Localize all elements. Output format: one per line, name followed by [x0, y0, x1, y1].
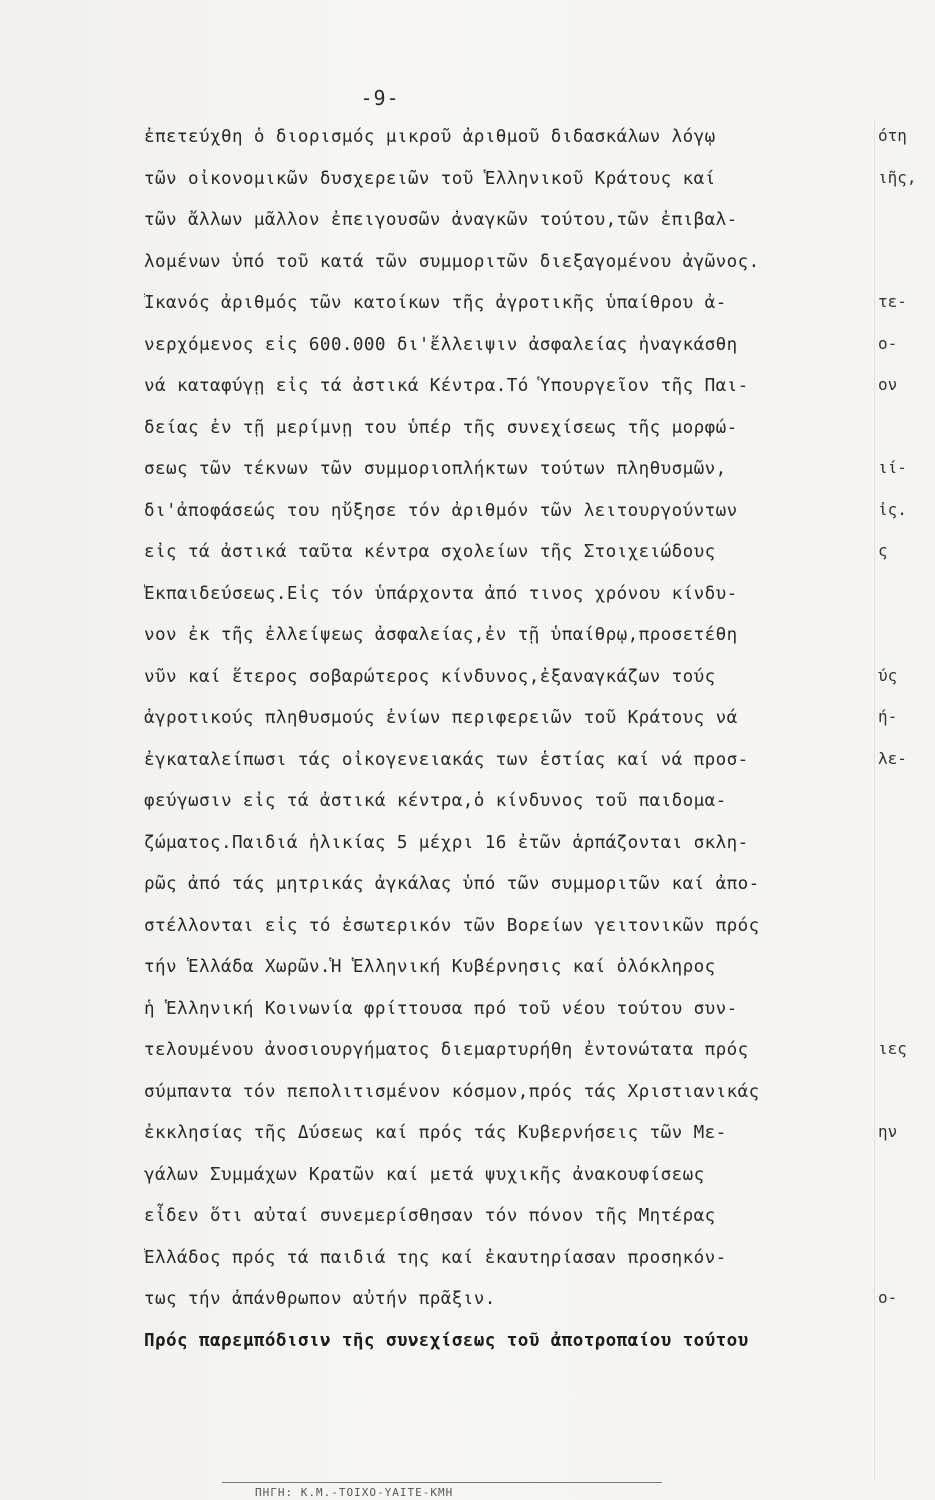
- text-line: ζώματος.Παιδιά ἡλικίας 5 μέχρι 16 ἐτῶν ἁρπάζονται σκλη-: [144, 832, 749, 853]
- footer-rule: [222, 1482, 662, 1483]
- margin-fragment: ιί-: [878, 458, 907, 477]
- margin-fragment: ο-: [878, 1288, 898, 1307]
- margin-fragment: ο-: [878, 333, 898, 353]
- text-line: ἐπετεύχθη ὁ διορισμός μικροῦ ἀριθμοῦ διδασκάλων λόγῳ: [144, 127, 716, 147]
- margin-fragment: ότη: [878, 126, 907, 145]
- text-line: δι'ἀποφάσεώς του ηὔξησε τόν ἀριθμόν τῶν λειτουργούντων: [144, 500, 738, 521]
- text-line: εἶδεν ὅτι αὐταί συνεμερίσθησαν τόν πόνον τῆς Μητέρας: [144, 1206, 716, 1226]
- margin-fragment: ιες: [878, 1039, 907, 1058]
- footer-archive-stamp: ΠΗΓΗ: Κ.Μ.-ΤΟΙΧΟ-ΥΑΙΤΕ-ΚΜΗ: [255, 1486, 454, 1499]
- text-line: νῦν καί ἕτερος σοβαρώτερος κίνδυνος,ἐξαναγκάζων τούς: [144, 666, 716, 687]
- margin-fragment: τε-: [878, 292, 907, 311]
- text-line: φεύγωσιν εἰς τά ἀστικά κέντρα,ὁ κίνδυνος τοῦ παιδομα-: [144, 791, 727, 811]
- text-line: νερχόμενος εἰς 600.000 δι'ἔλλειψιν ἀσφαλείας ἠναγκάσθη: [144, 334, 738, 355]
- text-line: στέλλονται εἰς τό ἐσωτερικόν τῶν Βορείων γειτονικῶν πρός: [144, 915, 760, 936]
- text-line: γάλων Συμμάχων Κρατῶν καί μετά ψυχικῆς ἀνακουφίσεως: [144, 1164, 705, 1185]
- text-line: Ἐκπαιδεύσεως.Εἰς τόν ὑπάρχοντα ἀπό τινος χρόνου κίνδυ-: [144, 583, 738, 604]
- margin-fragment: λε-: [878, 748, 907, 768]
- text-line: Ἱκανός ἀριθμός τῶν κατοίκων τῆς ἀγροτικῆς ὑπαίθρου ἀ-: [144, 293, 727, 313]
- margin-fragment: ιῆς,: [878, 167, 917, 187]
- margin-fragment: ον: [878, 375, 898, 394]
- margin-fragment: ς: [878, 541, 888, 560]
- margin-fragment: ή-: [878, 707, 898, 726]
- text-line: τήν Ἑλλάδα Χωρῶν.Ἡ Ἑλληνική Κυβέρνησις καί ὁλόκληρος: [144, 957, 716, 977]
- text-line: νά καταφύγῃ εἰς τά ἀστικά Κέντρα.Τό Ὑπουργεῖον τῆς Παι-: [144, 376, 749, 396]
- text-line: ἐγκαταλείπωσι τάς οἰκογενειακάς των ἑστίας καί νά προσ-: [144, 749, 749, 770]
- page-number: -9-: [360, 86, 400, 110]
- text-line: ἐκκλησίας τῆς Δύσεως καί πρός τάς Κυβερνήσεις τῶν Με-: [144, 1123, 727, 1143]
- text-line: Πρός παρεμπόδισιν τῆς συνεχίσεως τοῦ ἀποτροπαίου τούτου: [144, 1330, 749, 1351]
- body-text: [144, 122, 884, 1367]
- text-line: τως τήν ἀπάνθρωπον αὐτήν πρᾶξιν.: [144, 1289, 496, 1309]
- text-line: δείας ἐν τῇ μερίμνῃ του ὑπέρ τῆς συνεχίσεως τῆς μορφώ-: [144, 417, 738, 438]
- text-line: εἰς τά ἀστικά ταῦτα κέντρα σχολείων τῆς Στοιχειώδους: [144, 542, 716, 562]
- text-line: σύμπαντα τόν πεπολιτισμένον κόσμον,πρός τάς Χριστιανικάς: [144, 1081, 760, 1102]
- margin-fragment: ην: [878, 1122, 898, 1141]
- text-line: λομένων ὑπό τοῦ κατά τῶν συμμοριτῶν διεξαγομένου ἀγῶνος.: [144, 251, 760, 272]
- text-line: νον ἐκ τῆς ἐλλείψεως ἀσφαλείας,ἐν τῇ ὑπαίθρῳ,προσετέθη: [144, 625, 738, 645]
- text-line: τῶν ἄλλων μᾶλλον ἐπειγουσῶν ἀναγκῶν τούτου,τῶν ἐπιβαλ-: [144, 210, 738, 230]
- adjacent-page-margin: [878, 0, 935, 1500]
- text-line: ἀγροτικούς πληθυσμούς ἐνίων περιφερειῶν τοῦ Κράτους νά: [144, 708, 738, 728]
- text-line: σεως τῶν τέκνων τῶν συμμοριοπλήκτων τούτων πληθυσμῶν,: [144, 459, 727, 479]
- text-line: τῶν οἰκονομικῶν δυσχερειῶν τοῦ Ἑλληνικοῦ Κράτους καί: [144, 168, 716, 189]
- text-line: ρῶς ἀπό τάς μητρικάς ἀγκάλας ὑπό τῶν συμμοριτῶν καί ἀπο-: [144, 874, 760, 894]
- margin-fragment: ἰς.: [878, 499, 907, 519]
- text-line: τελουμένου ἀνοσιουργήματος διεμαρτυρήθη ἐντονώτατα πρός: [144, 1040, 749, 1060]
- text-line: ἡ Ἑλληνική Κοινωνία φρίττουσα πρό τοῦ νέου τούτου συν-: [144, 998, 738, 1019]
- margin-fragment: ύς: [878, 665, 898, 685]
- text-line: Ἑλλάδος πρός τά παιδιά της καί ἐκαυτηρίασαν προσηκόν-: [144, 1247, 727, 1268]
